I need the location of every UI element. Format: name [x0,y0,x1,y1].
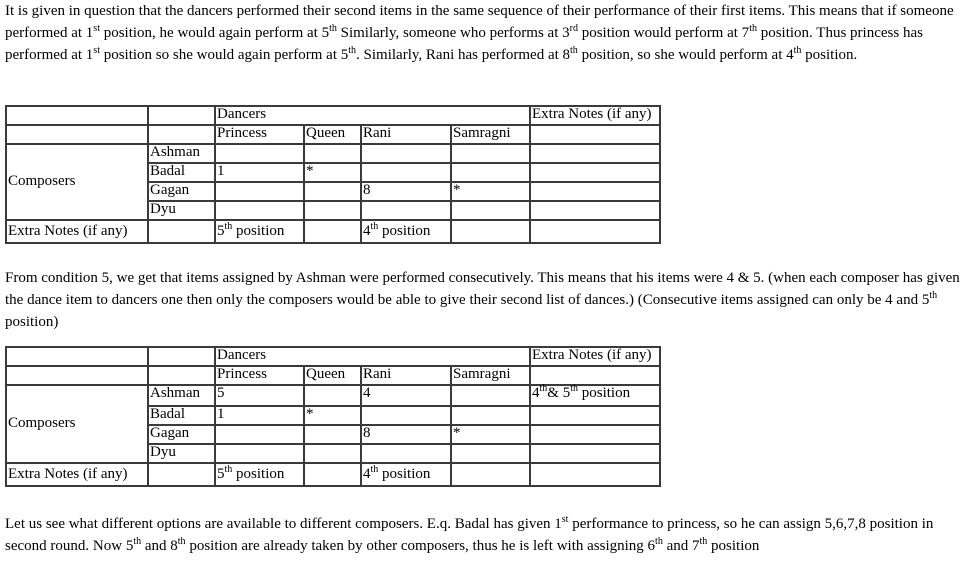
table-row [6,144,660,163]
table-cell [361,201,451,220]
dancers-header: Dancers [215,347,530,366]
table-cell [215,144,304,163]
composers-label: Composers [6,144,148,220]
dancer-samragni: Samragni [451,366,530,385]
table-cell [215,201,304,220]
table-cell [304,425,361,444]
princess-note: 5th position [215,220,304,243]
table-row [6,106,660,125]
table-cell [304,144,361,163]
explanation-paragraph-3: Let us see what different options are available to different composers. E.q. Badal has given 1st performance to princess, so he can assign 5,6,7,8 position in second round. Now 5th and 8th position are already taken by other composers, thus he is left with assigning 6th and 7th position [5,514,934,554]
table-cell [215,425,304,444]
table-cell [530,201,660,220]
table-cell [451,444,530,463]
princess-note: 5th position [215,463,304,486]
table-cell: * [451,182,530,201]
table-cell [451,201,530,220]
table-cell: 8 [361,425,451,444]
table-cell: 5 [215,385,304,406]
table-row [6,463,660,486]
table-cell: * [304,163,361,182]
composer-dyu: Dyu [148,201,215,220]
table-cell: 1 [215,406,304,425]
dancer-princess: Princess [215,366,304,385]
rani-note: 4th position [361,463,451,486]
arrangement-table-2 [5,346,661,487]
table-cell [304,182,361,201]
table-row [6,125,660,144]
table-cell [361,444,451,463]
table-cell: * [451,425,530,444]
extra-notes-row-label: Extra Notes (if any) [6,220,148,243]
table-row [6,366,660,385]
composer-dyu: Dyu [148,444,215,463]
dancer-samragni: Samragni [451,125,530,144]
table-cell [451,406,530,425]
table-cell [530,425,660,444]
composer-gagan: Gagan [148,182,215,201]
table-cell [361,163,451,182]
table-row [6,347,660,366]
dancer-queen: Queen [304,366,361,385]
table-cell [530,163,660,182]
explanation-paragraph-2: From condition 5, we get that items assigned by Ashman were performed consecutively. This means that his items were 4 & 5. (when each composer has given the dance item to dancers one then only the composers would be able to give their second list of dances.) (Consecutive items assigned can only be 4 and 5th position) [5,270,960,330]
ashman-note: 4th& 5th position [530,385,660,406]
table-cell: * [304,406,361,425]
table-cell: 1 [215,163,304,182]
extra-notes-row-label: Extra Notes (if any) [6,463,148,486]
table-cell [530,144,660,163]
composer-badal: Badal [148,163,215,182]
table-cell [215,444,304,463]
table-cell: 4 [361,385,451,406]
table-cell [530,406,660,425]
dancer-princess: Princess [215,125,304,144]
table-cell [451,385,530,406]
extra-notes-header: Extra Notes (if any) [530,347,660,366]
composer-ashman: Ashman [148,144,215,163]
table-cell: 8 [361,182,451,201]
composer-gagan: Gagan [148,425,215,444]
table-cell [451,144,530,163]
composers-label: Composers [6,385,148,463]
composer-badal: Badal [148,406,215,425]
table-row [6,220,660,243]
dancer-rani: Rani [361,366,451,385]
table-cell [304,201,361,220]
composer-ashman: Ashman [148,385,215,406]
table-cell [304,444,361,463]
extra-notes-header: Extra Notes (if any) [530,106,660,125]
arrangement-table-1 [5,105,661,244]
rani-note: 4th position [361,220,451,243]
dancer-queen: Queen [304,125,361,144]
table-cell [361,406,451,425]
table-row [6,385,660,406]
table-cell [215,182,304,201]
dancers-header: Dancers [215,106,530,125]
table-cell [451,163,530,182]
table-cell [304,385,361,406]
table-cell [361,144,451,163]
table-cell [530,182,660,201]
explanation-paragraph-1: It is given in question that the dancers performed their second items in the same sequence of their performance of their first items. This means that if someone performed at 1st position, he would again perform at 5th Similarly, someone who performs at 3rd position would perform at 7th position. Thus princess has performed at 1st position so she would again perform at 5th. Similarly, Rani has performed at 8th position, so she would perform at 4th position. [5,3,954,63]
dancer-rani: Rani [361,125,451,144]
table-cell [530,444,660,463]
